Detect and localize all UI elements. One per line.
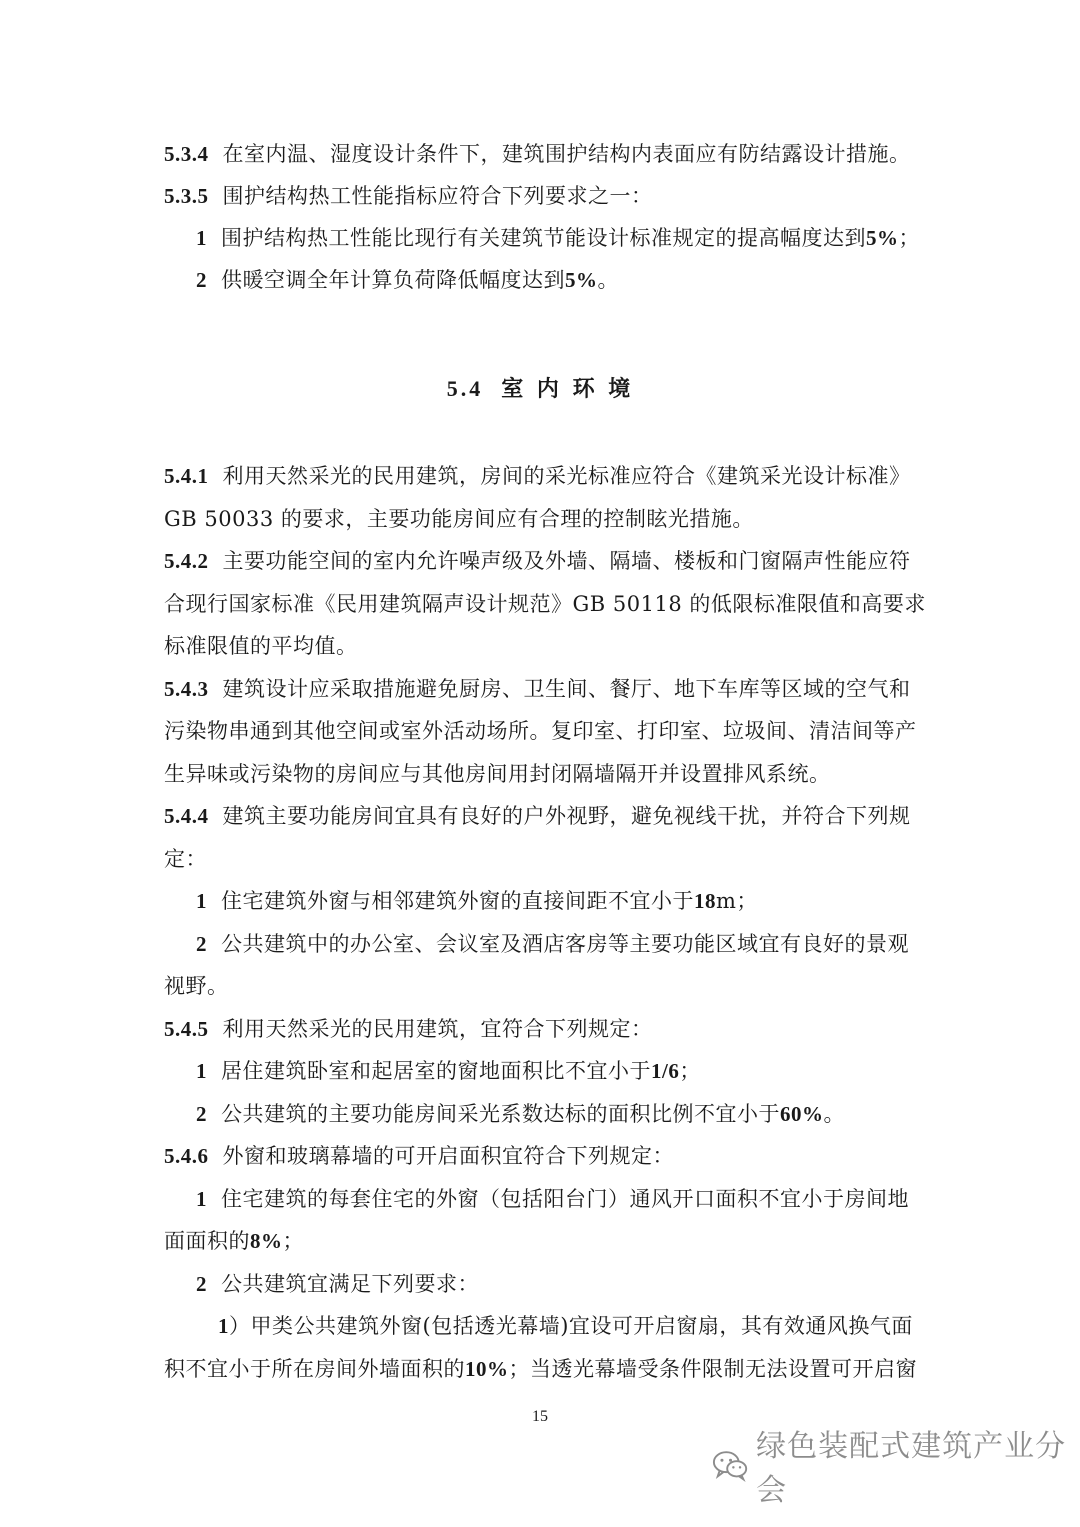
item-tail: ； — [679, 1059, 701, 1083]
item-value: 1/6 — [651, 1059, 680, 1083]
list-item — [196, 1056, 956, 1086]
item-text: 居住建筑卧室和起居室的窗地面积比不宜小于 — [221, 1059, 651, 1083]
clause-text: 围护结构热工性能指标应符合下列要求之一： — [222, 184, 653, 208]
list-item — [196, 929, 956, 959]
clause-continuation — [164, 971, 924, 1001]
item-value: 5% — [866, 226, 899, 250]
clause-text: 标准限值的平均值。 — [164, 634, 358, 658]
clause-5-3-4 — [164, 139, 924, 169]
clause-continuation — [164, 589, 924, 619]
clause-text: GB 50033 的要求，主要功能房间应有合理的控制眩光措施。 — [164, 507, 754, 531]
sub-list-item — [218, 1311, 978, 1341]
clause-text: 定： — [164, 847, 207, 871]
list-item — [196, 265, 956, 295]
item-text: 公共建筑中的办公室、会议室及酒店客房等主要功能区域宜有良好的景观 — [221, 932, 909, 956]
clause-5-4-5 — [164, 1014, 924, 1044]
item-value: 18 — [694, 889, 716, 913]
clause-continuation — [164, 716, 924, 746]
clause-5-4-6 — [164, 1141, 924, 1171]
clause-continuation — [164, 844, 924, 874]
clause-text: 外窗和玻璃幕墙的可开启面积宜符合下列规定： — [222, 1144, 674, 1168]
item-text: 围护结构热工性能比现行有关建筑节能设计标准规定的提高幅度达到 — [221, 226, 866, 250]
clause-text: 污染物串通到其他空间或室外活动场所。复印室、打印室、垃圾间、清洁间等产 — [164, 719, 917, 743]
section-number: 5.4 — [446, 376, 484, 401]
clause-text: 生异味或污染物的房间应与其他房间用封闭隔墙隔开并设置排风系统。 — [164, 762, 831, 786]
clause-text: 积不宜小于所在房间外墙面积的 — [164, 1357, 465, 1381]
clause-text: 利用天然采光的民用建筑，宜符合下列规定： — [222, 1017, 653, 1041]
sub-item-text: ）甲类公共建筑外窗(包括透光幕墙)宜设可开启窗扇，其有效通风换气面 — [229, 1314, 913, 1338]
clause-text: 建筑设计应采取措施避免厨房、卫生间、餐厅、地下车库等区域的空气和 — [222, 677, 911, 701]
clause-continuation — [164, 631, 924, 661]
section-heading — [0, 372, 1080, 403]
clause-5-4-1 — [164, 461, 924, 491]
item-text: 公共建筑宜满足下列要求： — [221, 1272, 479, 1296]
sub-item-number: 1 — [218, 1314, 229, 1338]
page-number: 15 — [532, 1408, 548, 1425]
clause-continuation — [164, 1354, 924, 1384]
item-text: 住宅建筑的每套住宅的外窗（包括阳台门）通风开口面积不宜小于房间地 — [221, 1187, 909, 1211]
item-number: 1 — [196, 226, 207, 250]
clause-5-3-5 — [164, 181, 924, 211]
item-value: 60% — [780, 1102, 824, 1126]
clause-number: 5.4.4 — [164, 804, 209, 828]
item-number: 2 — [196, 268, 207, 292]
clause-number: 5.4.1 — [164, 464, 209, 488]
item-tail: 。 — [597, 268, 619, 292]
clause-number: 5.4.2 — [164, 549, 209, 573]
clause-5-4-2 — [164, 546, 924, 576]
item-tail: ； — [282, 1229, 304, 1253]
item-text: 供暖空调全年计算负荷降低幅度达到 — [221, 268, 565, 292]
item-number: 1 — [196, 1059, 207, 1083]
list-item — [196, 1269, 956, 1299]
clause-text: 面面积的 — [164, 1229, 250, 1253]
item-number: 2 — [196, 1102, 207, 1126]
item-value: 10% — [465, 1357, 509, 1381]
clause-number: 5.3.4 — [164, 142, 209, 166]
clause-5-4-3 — [164, 674, 924, 704]
item-tail: m； — [716, 889, 758, 913]
clause-text: 主要功能空间的室内允许噪声级及外墙、隔墙、楼板和门窗隔声性能应符 — [222, 549, 911, 573]
clause-number: 5.4.6 — [164, 1144, 209, 1168]
clause-text: 视野。 — [164, 974, 229, 998]
clause-text: 在室内温、湿度设计条件下，建筑围护结构内表面应有防结露设计措施。 — [222, 142, 911, 166]
section-title: 室 内 环 境 — [501, 376, 634, 402]
clause-text: 建筑主要功能房间宜具有良好的户外视野，避免视线干扰，并符合下列规 — [222, 804, 911, 828]
wechat-icon — [712, 1448, 748, 1482]
list-item — [196, 1099, 956, 1129]
list-item — [196, 223, 956, 253]
watermark — [712, 1429, 1080, 1508]
item-tail: ； — [898, 226, 920, 250]
item-tail: 。 — [823, 1102, 845, 1126]
clause-continuation — [164, 504, 924, 534]
watermark-text: 绿色装配式建筑产业分会 — [756, 1429, 1067, 1508]
item-tail: ；当透光幕墙受条件限制无法设置可开启窗 — [508, 1357, 917, 1381]
item-number: 1 — [196, 1187, 207, 1211]
clause-number: 5.4.5 — [164, 1017, 209, 1041]
item-number: 2 — [196, 932, 207, 956]
item-value: 8% — [250, 1229, 283, 1253]
item-text: 公共建筑的主要功能房间采光系数达标的面积比例不宜小于 — [221, 1102, 780, 1126]
item-number: 2 — [196, 1272, 207, 1296]
list-item — [196, 1184, 956, 1214]
clause-5-4-4 — [164, 801, 924, 831]
item-number: 1 — [196, 889, 207, 913]
clause-text: 合现行国家标准《民用建筑隔声设计规范》GB 50118 的低限标准限值和高要求 — [164, 592, 926, 616]
item-text: 住宅建筑外窗与相邻建筑外窗的直接间距不宜小于 — [221, 889, 694, 913]
clause-continuation — [164, 1226, 924, 1256]
list-item — [196, 886, 956, 916]
clause-number: 5.4.3 — [164, 677, 209, 701]
item-value: 5% — [565, 268, 598, 292]
clause-continuation — [164, 759, 924, 789]
clause-number: 5.3.5 — [164, 184, 209, 208]
clause-text: 利用天然采光的民用建筑，房间的采光标准应符合《建筑采光设计标准》 — [222, 464, 911, 488]
